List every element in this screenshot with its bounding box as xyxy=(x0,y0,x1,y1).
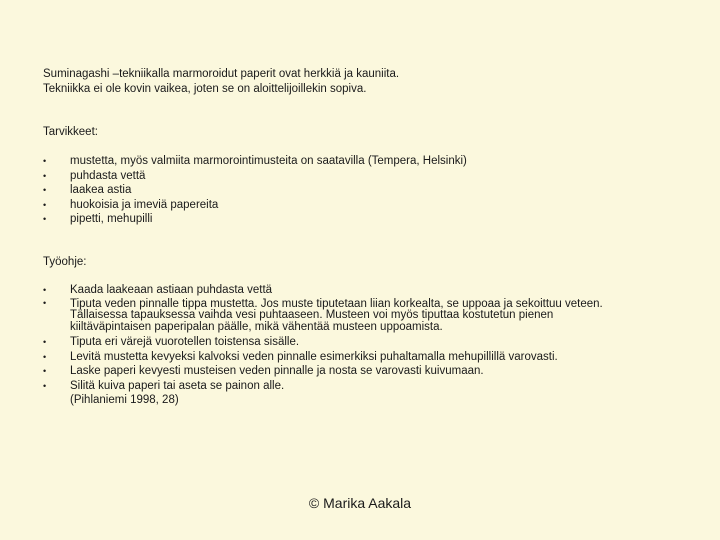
list-item-text: pipetti, mehupilli xyxy=(70,213,153,225)
bullet-icon: • xyxy=(43,214,47,224)
bullet-icon: • xyxy=(43,199,47,210)
list-item-text: laakea astia xyxy=(70,184,132,196)
list-item xyxy=(43,283,603,298)
bullet-icon: • xyxy=(43,351,47,362)
list-item-text: Levitä mustetta kevyeksi kalvoksi veden pinnalle esimerkiksi puhaltamalla mehupillillä varovasti. xyxy=(70,350,558,363)
intro-text xyxy=(43,67,399,97)
list-item-text: Tiputa veden pinnalle tippa mustetta. Jos muste tiputetaan liian korkealta, se uppoaa ja sekoittuu veteen. Tällaisessa tapauksessa vaihda vesi puhtaaseen. Musteen voi myös tiputtaa kostutetun pienen kiiltäväpintaisen paperipalan päälle, mikä vähentää musteen uppoamista. xyxy=(70,297,603,333)
bullet-icon: • xyxy=(43,185,47,195)
materials-list xyxy=(43,154,603,227)
list-item xyxy=(43,350,603,365)
intro-line-1: Suminagashi –tekniikalla marmoroidut paperit ovat herkkiä ja kauniita. xyxy=(43,68,400,80)
bullet-icon: • xyxy=(43,380,47,391)
list-item-text: mustetta, myös valmiita marmorointimusteita on saatavilla (Tempera, Helsinki) xyxy=(70,155,467,167)
bullet-icon: • xyxy=(43,285,47,295)
list-item-text: Laske paperi kevyesti musteisen veden pinnalle ja nosta se varovasti kuivumaan. xyxy=(70,365,484,377)
citation: (Pihlaniemi 1998, 28) xyxy=(70,394,179,406)
list-item xyxy=(43,212,603,227)
list-item xyxy=(43,183,603,198)
bullet-icon: • xyxy=(43,337,47,347)
intro-line-2: Tekniikka ei ole kovin vaikea, joten se on aloittelijoillekin sopiva. xyxy=(43,83,367,95)
materials-heading: Tarvikkeet: xyxy=(43,126,98,138)
instructions-list xyxy=(43,283,603,408)
copyright-footer: © Marika Aakala xyxy=(308,495,412,511)
list-item xyxy=(43,198,603,213)
bullet-icon: • xyxy=(43,366,47,376)
list-item-text: puhdasta vettä xyxy=(70,169,146,182)
list-item xyxy=(43,169,603,184)
instructions-heading: Työohje: xyxy=(43,256,87,268)
bullet-icon: • xyxy=(43,170,47,181)
list-item-text: Silitä kuiva paperi tai aseta se painon alle. xyxy=(70,379,285,392)
list-item xyxy=(43,379,603,394)
list-item xyxy=(43,335,603,350)
list-item-text: Kaada laakeaan astiaan puhdasta vettä xyxy=(70,284,273,296)
list-item-text: huokoisia ja imeviä papereita xyxy=(70,198,219,211)
list-item xyxy=(43,154,603,169)
list-item-text: Tiputa eri värejä vuorotellen toistensa sisälle. xyxy=(70,336,300,348)
list-item xyxy=(43,298,603,336)
list-item xyxy=(43,364,603,379)
bullet-icon: • xyxy=(43,297,47,308)
bullet-icon: • xyxy=(43,156,47,166)
